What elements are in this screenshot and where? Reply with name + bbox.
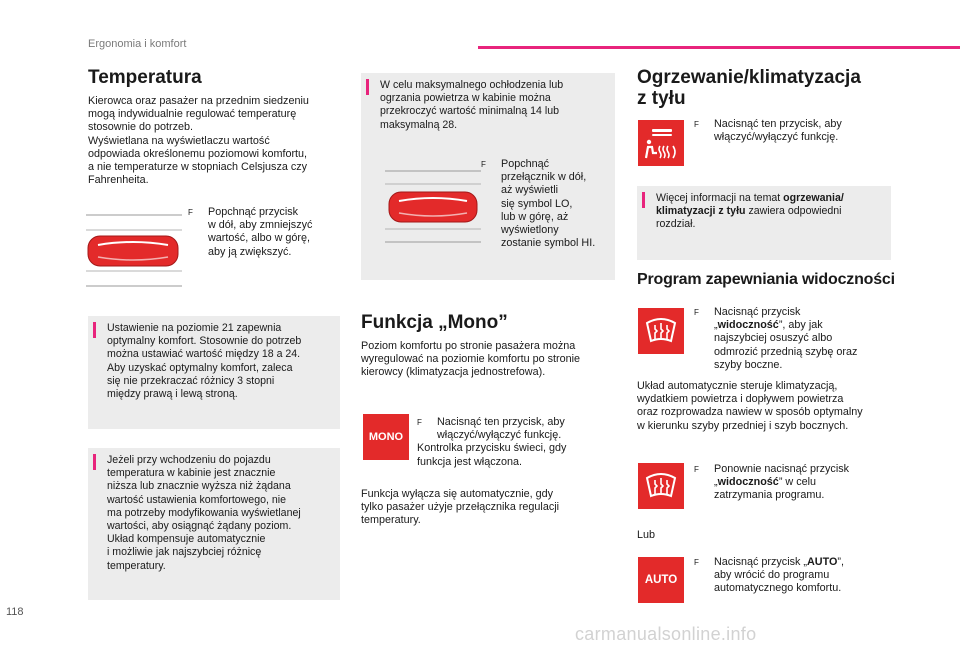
auto-button-icon (638, 557, 684, 603)
cooling-note (361, 73, 615, 280)
program-step-1-suffix: ”, aby jak najszybciej osuszyć albo odmrozić przednią szybę oraz szyby boczne. (714, 319, 858, 371)
program-step-2-bold: widoczność (717, 476, 779, 489)
mono-icon-label: MONO (368, 431, 404, 443)
program-body: Układ automatycznie steruje klimatyzacją, wydatkiem powietrza i dopływem powietrza oraz rozprowadza nawiew w sposób optymalny w kierunku szyby przedniej i szyb bocznych. (637, 380, 863, 432)
auto-icon-label: AUTO (644, 574, 678, 586)
temperatura-note-2-text: Jeżeli przy wchodzeniu do pojazdu temperatura w kabinie jest znacznie niższa lub znacznie wyższa niż żądana wartość ustawienia komfortowego, nie ma potrzeby modyfikowania wyświetlanej wartości, aby osiągnąć żądany poziom. Układ kompensuje automatycznie i możliwie jak najszybciej różnicę temperatury. (107, 454, 301, 572)
ogrzewanie-note-suffix: zawiera odpowiedni rozdział. (656, 205, 842, 231)
defrost-button-icon-2 (638, 463, 684, 509)
mono-footer: Funkcja wyłącza się automatycznie, gdy tylko pasażer użyje przełącznika regulacji temperatury. (361, 488, 560, 527)
step-marker: F (188, 208, 193, 217)
step-marker: F (694, 465, 699, 474)
step-marker: F (481, 160, 486, 169)
program-step-1 (694, 306, 857, 372)
note-accent-bar (642, 192, 645, 208)
defrost-button-icon (638, 308, 684, 354)
cooling-note-text: W celu maksymalnego ochłodzenia lub ogrzania powietrza w kabinie można przekroczyć wartość minimalną 14 lub maksymalną 28. (380, 79, 564, 131)
temperatura-note-1-text: Ustawienie na poziomie 21 zapewnia optymalny komfort. Stosownie do potrzeb można ustawiać wartość między 18 a 24. Aby uzyskać optymalny komfort, zaleca się nie przekraczać różnicy 3 stopni między prawą i lewą stroną. (107, 322, 302, 401)
program-step-1-text (694, 306, 857, 372)
mono-step-continuation: Kontrolka przycisku świeci, gdy funkcja jest włączona. (417, 442, 567, 468)
program-step-2-prefix: Ponownie nacisnąć przycisk „ (714, 463, 850, 489)
temperatura-step (188, 206, 312, 259)
watermark: carmanualsonline.info (575, 624, 757, 644)
rear-heating-glyph (640, 122, 682, 164)
program-step-3-bold: AUTO (807, 556, 838, 568)
header-accent-line (478, 46, 960, 49)
mono-step (417, 416, 566, 469)
windshield-defrost-icon (641, 466, 681, 506)
note-accent-bar (93, 454, 96, 470)
step-marker: F (694, 308, 699, 317)
mono-intro: Poziom komfortu po stronie pasażera można wyregulować na poziomie komfortu po stronie kierowcy (klimatyzacja jednostrefowa). (361, 340, 581, 379)
ogrzewanie-title: Ogrzewanie/klimatyzacja z tyłu (637, 67, 861, 109)
program-step-3-prefix: Nacisnąć przycisk „ (714, 556, 807, 568)
section-header: Ergonomia i komfort (88, 38, 187, 50)
temperatura-note-2 (88, 448, 340, 600)
ogrzewanie-note-prefix: Więcej informacji na temat (656, 192, 784, 204)
program-or-label: Lub (637, 529, 656, 541)
ogrzewanie-step (694, 118, 842, 144)
temperatura-intro: Kierowca oraz pasażer na przednim siedzeniu mogą indywidualnie regulować temperaturę stosownie do potrzeb. Wyświetlana na wyświetlaczu wartość odpowiada określonemu poziomowi komfortu, a nie temperaturze w stopniach Celsjusza czy Fahrenheita. (88, 95, 309, 187)
ogrzewanie-note-bold: ogrzewania/ klimatyzacji z tyłu (656, 192, 844, 218)
windshield-defrost-icon (641, 311, 681, 351)
temperatura-note-1 (88, 316, 340, 429)
program-step-3 (694, 556, 844, 596)
program-step-1-bold: widoczność (717, 319, 779, 332)
mono-step-text: Nacisnąć ten przycisk, aby włączyć/wyłączyć funkcję. (437, 416, 565, 442)
temperatura-step-text: Popchnąć przycisk w dół, aby zmniejszyć wartość, albo w górę, aby ją zwiększyć. (208, 206, 313, 258)
note-accent-bar (366, 79, 369, 95)
cooling-step (481, 158, 595, 250)
rear-heating-icon (638, 120, 684, 166)
program-step-2 (694, 463, 849, 503)
program-step-2-suffix: ” w celu zatrzymania programu. (714, 476, 825, 502)
ogrzewanie-step-text: Nacisnąć ten przycisk, aby włączyć/wyłączyć funkcję. (714, 118, 842, 144)
mono-button-icon (363, 414, 409, 460)
mono-title: Funkcja „Mono” (361, 312, 508, 333)
step-marker: F (694, 120, 699, 129)
program-step-1-prefix: Nacisnąć przycisk „ (714, 306, 801, 332)
program-title: Program zapewniania widoczności (637, 271, 895, 288)
ogrzewanie-note (637, 186, 891, 260)
step-marker: F (694, 558, 699, 567)
page-number: 118 (6, 606, 24, 618)
temperatura-title: Temperatura (88, 67, 202, 88)
cooling-step-text: Popchnąć przełącznik w dół, aż wyświetli się symbol LO, lub w górę, aż wyświetlony zostanie symbol HI. (501, 158, 596, 250)
note-accent-bar (93, 322, 96, 338)
ogrzewanie-note-text (656, 192, 886, 232)
step-marker: F (417, 418, 422, 427)
program-step-2-text (694, 463, 849, 503)
temperature-switch-illustration (86, 212, 182, 290)
program-step-3-text (694, 556, 844, 596)
lo-hi-switch-illustration (385, 168, 481, 246)
program-step-3-suffix: ”, aby wrócić do programu automatycznego komfortu. (714, 556, 845, 595)
